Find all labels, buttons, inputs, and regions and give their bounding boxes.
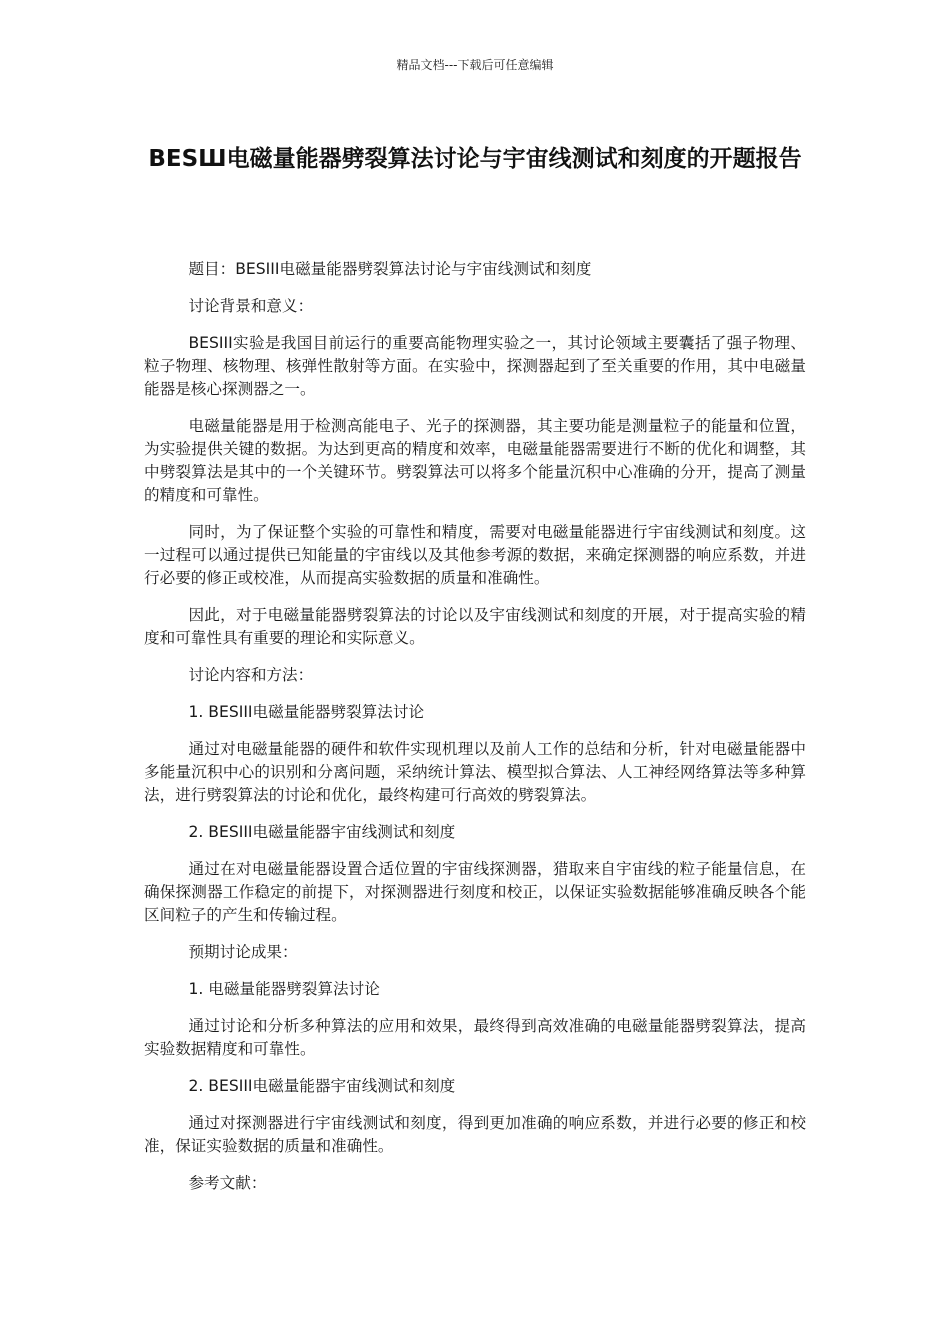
- results-subheading-2: 2. BESIII电磁量能器宇宙线测试和刻度: [188, 1077, 456, 1095]
- page-header: 精品文档---下载后可任意编辑: [396, 58, 554, 72]
- results-subheading-1: 1. 电磁量能器劈裂算法讨论: [188, 980, 380, 998]
- document-title: BESШ电磁量能器劈裂算法讨论与宇宙线测试和刻度的开题报告: [148, 146, 802, 172]
- methods-paragraph-1: 通过对电磁量能器的硬件和软件实现机理以及前人工作的总结和分析，针对电磁量能器中多能量沉积中心的识别和分离问题，采纳统计算法、模型拟合算法、人工神经网络算法等多种算法，进行劈裂算法的讨论和优化，最终构建可行高效的劈裂算法。: [144, 740, 806, 804]
- background-paragraph-2: 电磁量能器是用于检测高能电子、光子的探测器，其主要功能是测量粒子的能量和位置，为实验提供关键的数据。为达到更高的精度和效率，电磁量能器需要进行不断的优化和调整，其中劈裂算法是其中的一个关键环节。劈裂算法可以将多个能量沉积中心准确的分开，提高了测量的精度和可靠性。: [144, 417, 806, 504]
- background-paragraph-1: BESIII实验是我国目前运行的重要高能物理实验之一，其讨论领域主要囊括了强子物理、粒子物理、核物理、核弹性散射等方面。在实验中，探测器起到了至关重要的作用，其中电磁量能器是核心探测器之一。: [144, 334, 806, 398]
- section-heading-methods: 讨论内容和方法：: [188, 666, 314, 684]
- section-heading-background: 讨论背景和意义：: [188, 297, 314, 315]
- methods-subheading-2: 2. BESIII电磁量能器宇宙线测试和刻度: [188, 823, 456, 841]
- topic-line: 题目：BESIII电磁量能器劈裂算法讨论与宇宙线测试和刻度: [188, 260, 592, 278]
- section-heading-references: 参考文献：: [188, 1174, 267, 1192]
- background-paragraph-3: 同时，为了保证整个实验的可靠性和精度，需要对电磁量能器进行宇宙线测试和刻度。这一过程可以通过提供已知能量的宇宙线以及其他参考源的数据，来确定探测器的响应系数，并进行必要的修正或校准，从而提高实验数据的质量和准确性。: [144, 523, 806, 587]
- background-paragraph-4: 因此，对于电磁量能器劈裂算法的讨论以及宇宙线测试和刻度的开展，对于提高实验的精度和可靠性具有重要的理论和实际意义。: [144, 606, 806, 647]
- document-body: [144, 258, 806, 1209]
- section-heading-results: 预期讨论成果：: [188, 943, 298, 961]
- results-paragraph-1: 通过讨论和分析多种算法的应用和效果，最终得到高效准确的电磁量能器劈裂算法，提高实验数据精度和可靠性。: [144, 1017, 806, 1058]
- methods-subheading-1: 1. BESIII电磁量能器劈裂算法讨论: [188, 703, 425, 721]
- methods-paragraph-2: 通过在对电磁量能器设置合适位置的宇宙线探测器，猎取来自宇宙线的粒子能量信息，在确保探测器工作稳定的前提下，对探测器进行刻度和校正，以保证实验数据能够准确反映各个能区间粒子的产生和传输过程。: [144, 860, 806, 924]
- results-paragraph-2: 通过对探测器进行宇宙线测试和刻度，得到更加准确的响应系数，并进行必要的修正和校准，保证实验数据的质量和准确性。: [144, 1114, 806, 1155]
